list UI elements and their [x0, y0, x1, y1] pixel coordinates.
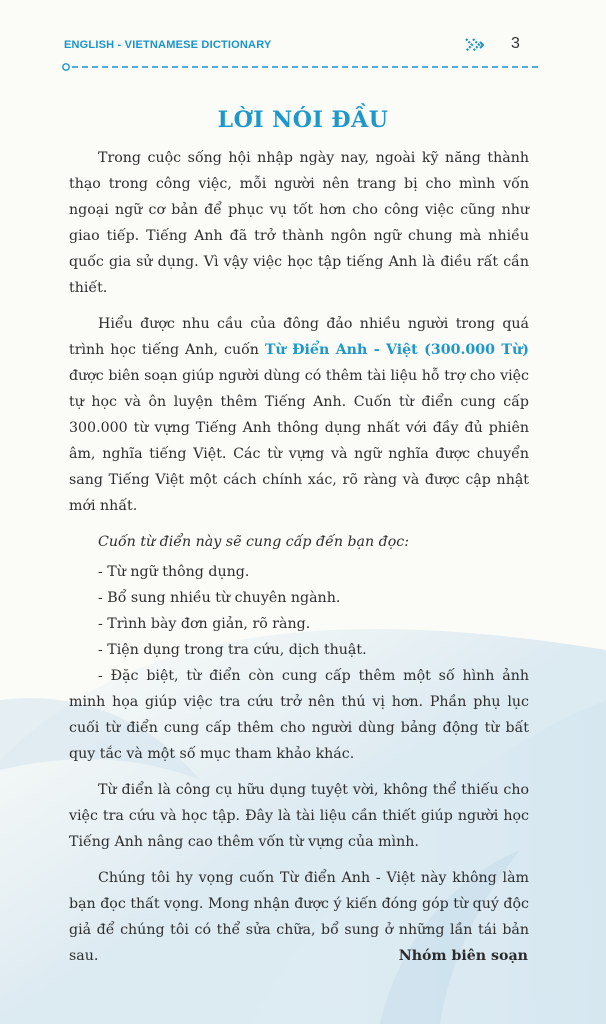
- paragraph-usefulness: Từ điển là công cụ hữu dụng tuyệt vời, không thể thiếu cho việc tra cứu và học tập. Đây là tài liệu cần thiết giúp người học Tiếng Anh nâng cao thêm vốn từ vựng của mình.: [69, 782, 529, 850]
- paragraph-closing: Chúng tôi hy vọng cuốn Từ điển Anh - Việt này không làm bạn đọc thất vọng. Mong nhận được ý kiến đóng góp từ quý độc giả để chúng tôi có thể sửa chữa, bổ sung ở những lần tái bản sau.: [69, 870, 529, 964]
- running-title: ENGLISH - VIETNAMESE DICTIONARY: [64, 39, 272, 51]
- book-title-highlight: Từ Điển Anh - Việt (300.000 Từ): [264, 342, 529, 358]
- paragraph-dictionary-description: [69, 311, 529, 519]
- preface-body: [69, 145, 529, 979]
- list-item: - Tiện dụng trong tra cứu, dịch thuật.: [98, 642, 367, 658]
- page-number: 3: [511, 35, 520, 52]
- double-chevron-right-icon: [464, 37, 488, 53]
- list-intro: Cuốn từ điển này sẽ cung cấp đến bạn đọc:: [98, 534, 410, 550]
- paragraph-text: Hiểu được nhu cầu của đông đảo nhiều người trong quá trình học tiếng Anh, cuốn: [69, 316, 529, 358]
- list-item: - Đặc biệt, từ điển còn cung cấp thêm một số hình ảnh minh họa giúp việc tra cứu trở nên thú vị hơn. Phần phụ lục cuối từ điển cung cấp thêm cho người dùng bảng động từ bất quy tắc và một số mục tham khảo khác.: [69, 668, 529, 762]
- list-item: - Bổ sung nhiều từ chuyên ngành.: [98, 590, 341, 606]
- page-title: LỜI NÓI ĐẦU: [217, 107, 389, 133]
- paragraph-text: được biên soạn giúp người dùng có thêm tài liệu hỗ trợ cho việc tự học và ôn luyện thêm Tiếng Anh. Cuốn từ điển cung cấp 300.000 từ vựng Tiếng Anh thông dụng nhất với đầy đủ phiên âm, nghĩa tiếng Việt. Các từ vựng và ngữ nghĩa được chuyển sang Tiếng Việt một cách chính xác, rõ ràng và được cập nhật mới nhất.: [69, 368, 529, 514]
- list-item: - Trình bày đơn giản, rõ ràng.: [98, 616, 311, 632]
- page-header: [64, 35, 534, 60]
- signature: Nhóm biên soạn: [398, 948, 528, 964]
- header-dashed-rule: [61, 62, 541, 72]
- list-item: - Từ ngữ thông dụng.: [98, 564, 250, 580]
- paragraph-intro: Trong cuộc sống hội nhập ngày nay, ngoài kỹ năng thành thạo trong công việc, mỗi người nên trang bị cho mình vốn ngoại ngữ cơ bản để phục vụ tốt hơn cho công việc cũng như giao tiếp. Tiếng Anh đã trở thành ngôn ngữ chung mà nhiều quốc gia sử dụng. Vì vậy việc học tập tiếng Anh là điều rất cần thiết.: [69, 150, 529, 296]
